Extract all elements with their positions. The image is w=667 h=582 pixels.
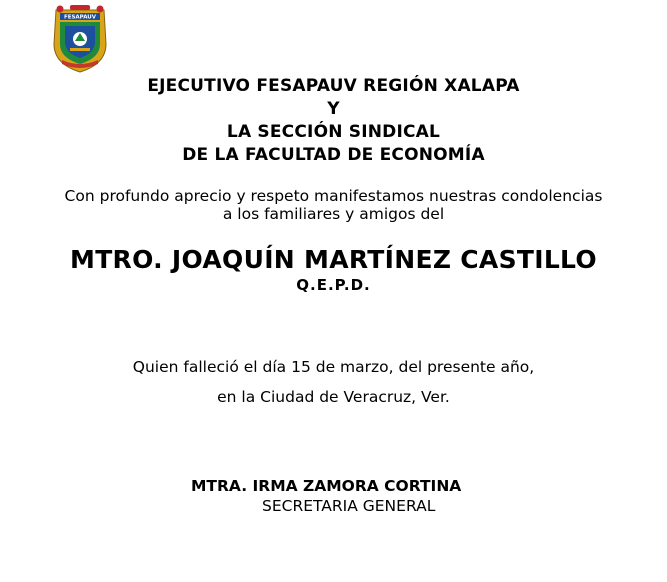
header-line-4: DE LA FACULTAD DE ECONOMÍA: [182, 145, 485, 165]
fesapauv-shield-icon: [48, 4, 112, 74]
header-line-1: EJECUTIVO FESAPAUV REGIÓN XALAPA: [147, 76, 520, 96]
signature-title: SECRETARIA GENERAL: [262, 497, 436, 515]
details-line-2: en la Ciudad de Veracruz, Ver.: [217, 388, 450, 406]
signature-name: MTRA. IRMA ZAMORA CORTINA: [191, 477, 462, 495]
fesapauv-logo: [48, 4, 112, 74]
qepd-text: Q.E.P.D.: [296, 276, 371, 294]
deceased-name: MTRO. JOAQUÍN MARTÍNEZ CASTILLO: [70, 245, 597, 274]
message-line-2: a los familiares y amigos del: [222, 205, 445, 223]
header-line-3: LA SECCIÓN SINDICAL: [226, 122, 441, 142]
message-line-1: Con profundo aprecio y respeto manifestamos nuestras condolencias: [64, 187, 603, 205]
logo-text: FESAPAUV: [63, 14, 97, 21]
details-line-1: Quien falleció el día 15 de marzo, del presente año,: [132, 358, 535, 376]
header-line-2: Y: [327, 99, 340, 119]
